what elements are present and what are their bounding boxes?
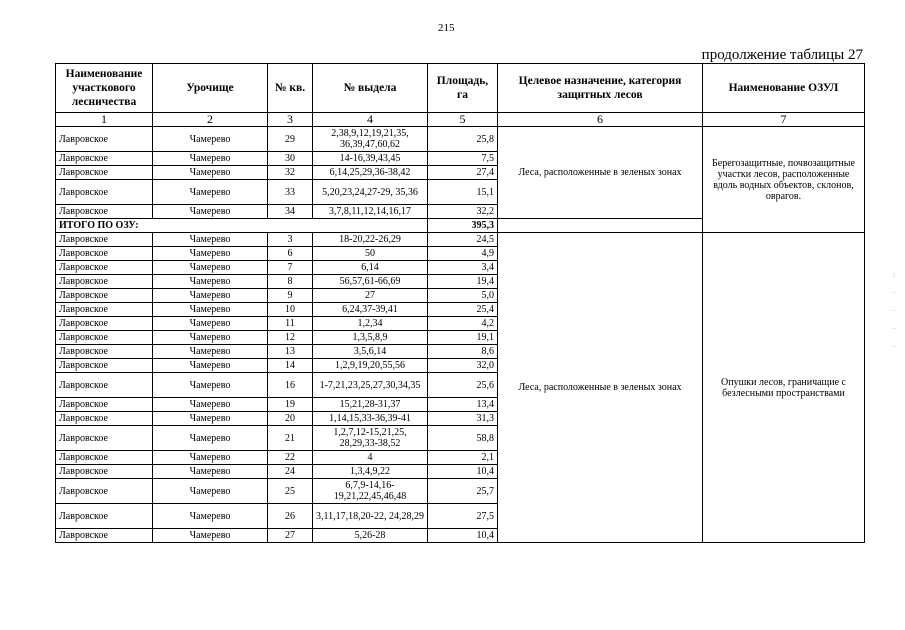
header-row — [56, 64, 865, 113]
allotment-numbers: 15,21,28-31,37 — [313, 398, 428, 412]
quarter-number: 14 — [268, 359, 313, 373]
allotment-numbers: 27 — [313, 289, 428, 303]
tract-name: Чамерево — [153, 289, 268, 303]
area-value: 10,4 — [428, 465, 498, 479]
allotment-numbers: 18-20,22-26,29 — [313, 233, 428, 247]
table-row — [56, 233, 865, 247]
tract-name: Чамерево — [153, 359, 268, 373]
tract-name: Чамерево — [153, 247, 268, 261]
quarter-number: 24 — [268, 465, 313, 479]
forestry-name: Лавровское — [56, 289, 153, 303]
allotment-numbers: 6,14,25,29,36-38,42 — [313, 166, 428, 180]
header-kv: № кв. — [268, 64, 313, 113]
quarter-number: 26 — [268, 504, 313, 529]
allotment-numbers: 3,11,17,18,20-22, 24,28,29 — [313, 504, 428, 529]
area-value: 4,9 — [428, 247, 498, 261]
allotment-numbers: 1,14,15,33-36,39-41 — [313, 412, 428, 426]
tract-name: Чамерево — [153, 426, 268, 451]
forestry-name: Лавровское — [56, 317, 153, 331]
forestry-name: Лавровское — [56, 398, 153, 412]
allotment-numbers: 56,57,61-66,69 — [313, 275, 428, 289]
area-value: 32,2 — [428, 205, 498, 219]
tract-name: Чамерево — [153, 529, 268, 543]
quarter-number: 13 — [268, 345, 313, 359]
allotment-numbers: 5,26-28 — [313, 529, 428, 543]
allotment-numbers: 6,7,9-14,16- 19,21,22,45,46,48 — [313, 479, 428, 504]
forestry-name: Лавровское — [56, 504, 153, 529]
forestry-name: Лавровское — [56, 233, 153, 247]
quarter-number: 9 — [268, 289, 313, 303]
quarter-number: 27 — [268, 529, 313, 543]
area-value: 3,4 — [428, 261, 498, 275]
ozul-cell: Опушки лесов, граничащие с безлесными пространствами — [703, 233, 865, 543]
allotment-numbers: 5,20,23,24,27-29, 35,36 — [313, 180, 428, 205]
quarter-number: 33 — [268, 180, 313, 205]
quarter-number: 10 — [268, 303, 313, 317]
forestry-name: Лавровское — [56, 247, 153, 261]
column-number-row — [56, 113, 865, 127]
area-value: 25,8 — [428, 127, 498, 152]
quarter-number: 12 — [268, 331, 313, 345]
table-continuation-caption: продолжение таблицы 27 — [701, 47, 863, 63]
forestry-name: Лавровское — [56, 303, 153, 317]
allotment-numbers: 1,3,4,9,22 — [313, 465, 428, 479]
quarter-number: 11 — [268, 317, 313, 331]
area-value: 31,3 — [428, 412, 498, 426]
area-value: 19,4 — [428, 275, 498, 289]
total-label: ИТОГО ПО ОЗУ: — [56, 219, 428, 233]
tract-name: Чамерево — [153, 180, 268, 205]
area-value: 7,5 — [428, 152, 498, 166]
quarter-number: 3 — [268, 233, 313, 247]
ozul-cell: Берегозащитные, почвозащитные участки лесов, расположенные вдоль водных объектов, склонов, оврагов. — [703, 127, 865, 233]
header-tract: Урочище — [153, 64, 268, 113]
area-value: 25,4 — [428, 303, 498, 317]
area-value: 15,1 — [428, 180, 498, 205]
header-purpose: Целевое назначение, категория защитных лесов — [498, 64, 703, 113]
tract-name: Чамерево — [153, 412, 268, 426]
tract-name: Чамерево — [153, 127, 268, 152]
forestry-name: Лавровское — [56, 412, 153, 426]
column-number: 5 — [428, 113, 498, 127]
allotment-numbers: 1-7,21,23,25,27,30,34,35 — [313, 373, 428, 398]
tract-name: Чамерево — [153, 261, 268, 275]
tract-name: Чамерево — [153, 465, 268, 479]
forestry-name: Лавровское — [56, 451, 153, 465]
quarter-number: 25 — [268, 479, 313, 504]
area-value: 58,8 — [428, 426, 498, 451]
area-value: 13,4 — [428, 398, 498, 412]
forestry-name: Лавровское — [56, 373, 153, 398]
tract-name: Чамерево — [153, 233, 268, 247]
forestry-name: Лавровское — [56, 166, 153, 180]
tract-name: Чамерево — [153, 479, 268, 504]
quarter-number: 34 — [268, 205, 313, 219]
tract-name: Чамерево — [153, 345, 268, 359]
forestry-name: Лавровское — [56, 152, 153, 166]
forestry-name: Лавровское — [56, 205, 153, 219]
allotment-numbers: 6,14 — [313, 261, 428, 275]
column-number: 1 — [56, 113, 153, 127]
area-value: 27,4 — [428, 166, 498, 180]
quarter-number: 6 — [268, 247, 313, 261]
page-number: 215 — [438, 22, 455, 34]
area-value: 8,6 — [428, 345, 498, 359]
empty-cell — [498, 219, 703, 233]
allotment-numbers: 3,7,8,11,12,14,16,17 — [313, 205, 428, 219]
quarter-number: 20 — [268, 412, 313, 426]
header-area: Площадь, га — [428, 64, 498, 113]
tract-name: Чамерево — [153, 152, 268, 166]
quarter-number: 21 — [268, 426, 313, 451]
quarter-number: 22 — [268, 451, 313, 465]
forestry-name: Лавровское — [56, 529, 153, 543]
allotment-numbers: 6,24,37-39,41 — [313, 303, 428, 317]
table-body — [56, 127, 865, 543]
allotment-numbers: 1,2,7,12-15,21,25, 28,29,33-38,52 — [313, 426, 428, 451]
area-value: 32,0 — [428, 359, 498, 373]
tract-name: Чамерево — [153, 451, 268, 465]
area-value: 25,7 — [428, 479, 498, 504]
tract-name: Чамерево — [153, 275, 268, 289]
area-value: 25,6 — [428, 373, 498, 398]
quarter-number: 7 — [268, 261, 313, 275]
allotment-numbers: 14-16,39,43,45 — [313, 152, 428, 166]
forestry-name: Лавровское — [56, 359, 153, 373]
area-value: 19,1 — [428, 331, 498, 345]
allotment-numbers: 4 — [313, 451, 428, 465]
allotment-numbers: 1,2,34 — [313, 317, 428, 331]
tract-name: Чамерево — [153, 398, 268, 412]
quarter-number: 29 — [268, 127, 313, 152]
quarter-number: 16 — [268, 373, 313, 398]
tract-name: Чамерево — [153, 317, 268, 331]
forestry-name: Лавровское — [56, 275, 153, 289]
area-value: 10,4 — [428, 529, 498, 543]
header-name: Наименование участкового лесничества — [56, 64, 153, 113]
column-number: 4 — [313, 113, 428, 127]
quarter-number: 19 — [268, 398, 313, 412]
area-value: 27,5 — [428, 504, 498, 529]
header-ozul: Наименование ОЗУЛ — [703, 64, 865, 113]
quarter-number: 30 — [268, 152, 313, 166]
forestry-name: Лавровское — [56, 479, 153, 504]
forestry-name: Лавровское — [56, 127, 153, 152]
column-number: 2 — [153, 113, 268, 127]
quarter-number: 32 — [268, 166, 313, 180]
forestry-name: Лавровское — [56, 331, 153, 345]
margin-marks: : · · · · — [893, 271, 896, 351]
area-value: 24,5 — [428, 233, 498, 247]
total-area: 395,3 — [428, 219, 498, 233]
forestry-name: Лавровское — [56, 345, 153, 359]
tract-name: Чамерево — [153, 205, 268, 219]
area-value: 4,2 — [428, 317, 498, 331]
protective-forest-table — [55, 63, 865, 543]
allotment-numbers: 3,5,6,14 — [313, 345, 428, 359]
column-number: 6 — [498, 113, 703, 127]
tract-name: Чамерево — [153, 331, 268, 345]
purpose-cell: Леса, расположенные в зеленых зонах — [498, 233, 703, 543]
forestry-name: Лавровское — [56, 261, 153, 275]
area-value: 2,1 — [428, 451, 498, 465]
forestry-name: Лавровское — [56, 180, 153, 205]
area-value: 5,0 — [428, 289, 498, 303]
forestry-name: Лавровское — [56, 426, 153, 451]
tract-name: Чамерево — [153, 166, 268, 180]
quarter-number: 8 — [268, 275, 313, 289]
column-number: 3 — [268, 113, 313, 127]
allotment-numbers: 50 — [313, 247, 428, 261]
tract-name: Чамерево — [153, 373, 268, 398]
column-number: 7 — [703, 113, 865, 127]
allotment-numbers: 2,38,9,12,19,21,35, 36,39,47,60,62 — [313, 127, 428, 152]
header-vydel: № выдела — [313, 64, 428, 113]
tract-name: Чамерево — [153, 504, 268, 529]
forestry-name: Лавровское — [56, 465, 153, 479]
tract-name: Чамерево — [153, 303, 268, 317]
purpose-cell: Леса, расположенные в зеленых зонах — [498, 127, 703, 219]
allotment-numbers: 1,2,9,19,20,55,56 — [313, 359, 428, 373]
table-row — [56, 127, 865, 152]
allotment-numbers: 1,3,5,8,9 — [313, 331, 428, 345]
